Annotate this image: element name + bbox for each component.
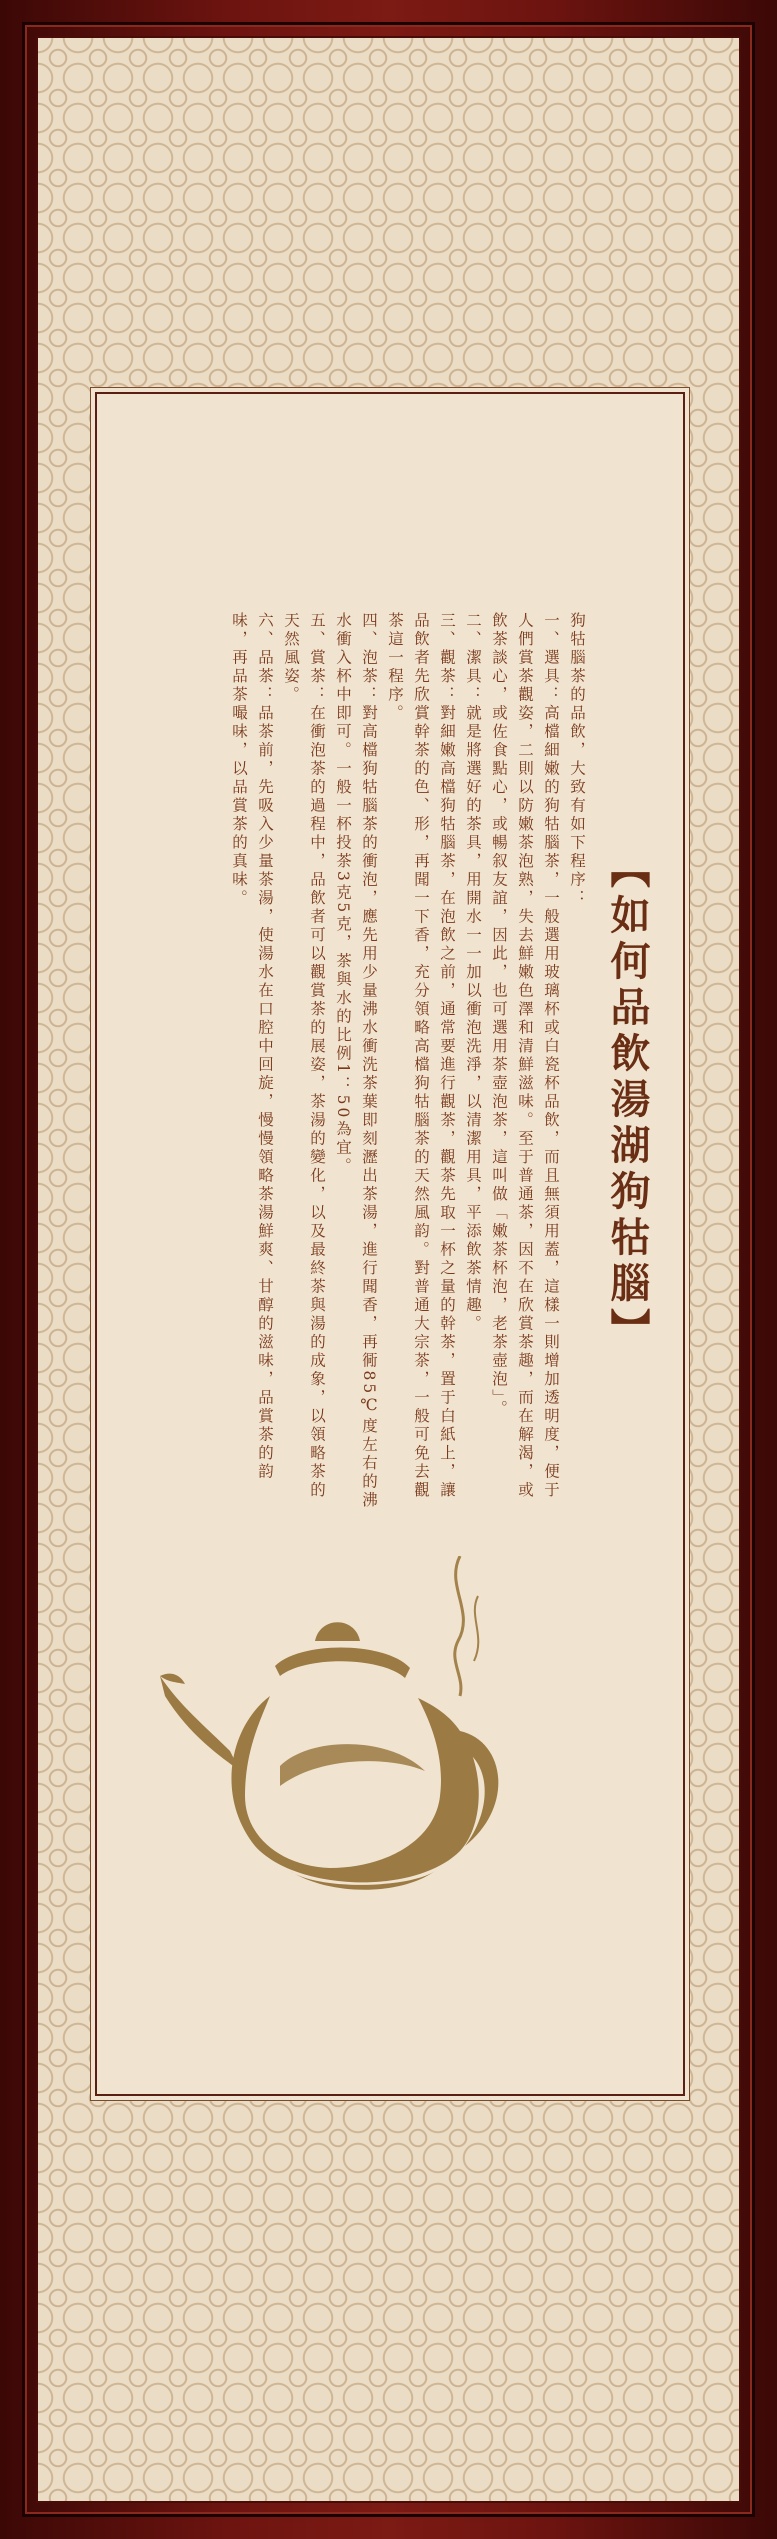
- step-appreciate-tea: 五、賞茶：在衝泡茶的過程中，品飲者可以觀賞茶的展姿，茶湯的變化，以及最終茶與湯的成象，以領略茶的天然風姿。: [282, 612, 326, 1500]
- step-clean-utensils: 二、潔具：就是將選好的茶具，用開水一一加以衝泡洗淨，以清潔用具，平添飲茶情趣。: [464, 612, 482, 1334]
- intro-paragraph: 狗牯腦茶的品飲，大致有如下程序：: [568, 612, 586, 908]
- page-title: 【如何品飲湯湖狗牯腦】: [604, 848, 651, 1354]
- step-select-utensils: 一、選具：高檔細嫩的狗牯腦茶，一般選用玻璃杯或白瓷杯品飲，而且無須用蓋，這樣一則增加透明度，便于人們賞茶觀姿，二則以防嫩茶泡熟，失去鮮嫩色澤和清鮮滋味。至于普通茶，因不在欣賞茶趣，而在解渴，或飲茶談心，或佐食點心，或暢叙友誼，因此，也可選用茶壺泡茶，這叫做「嫩茶杯泡，老茶壺泡」。: [490, 612, 560, 1500]
- step-view-tea: 三、觀茶：對細嫩高檔狗牯腦茶，在泡飲之前，通常要進行觀茶，觀茶先取一杯之量的幹茶，置于白紙上，讓品飲者先欣賞幹茶的色、形，再聞一下香，充分領略高檔狗牯腦茶的天然風韵。對普通大宗茶，一般可免去觀茶這一程序。: [386, 612, 456, 1500]
- teapot-icon: [160, 1556, 520, 1906]
- step-taste-tea: 六、品茶：品茶前，先吸入少量茶湯，使湯水在口腔中回旋，慢慢領略茶湯鮮爽、甘醇的滋味，品賞茶的韵味，再品茶嘬味，以品賞茶的真味。: [230, 612, 274, 1482]
- article-body: [140, 612, 590, 1512]
- step-brew-tea: 四、泡茶：對高檔狗牯腦茶的衝泡，應先用少量沸水衝洗茶葉即刻瀝出茶湯，進行聞香，再衕85℃度左右的沸水衝入杯中即可。一般一杯投茶3克5克，茶與水的比例1：50為宜。: [334, 612, 378, 1510]
